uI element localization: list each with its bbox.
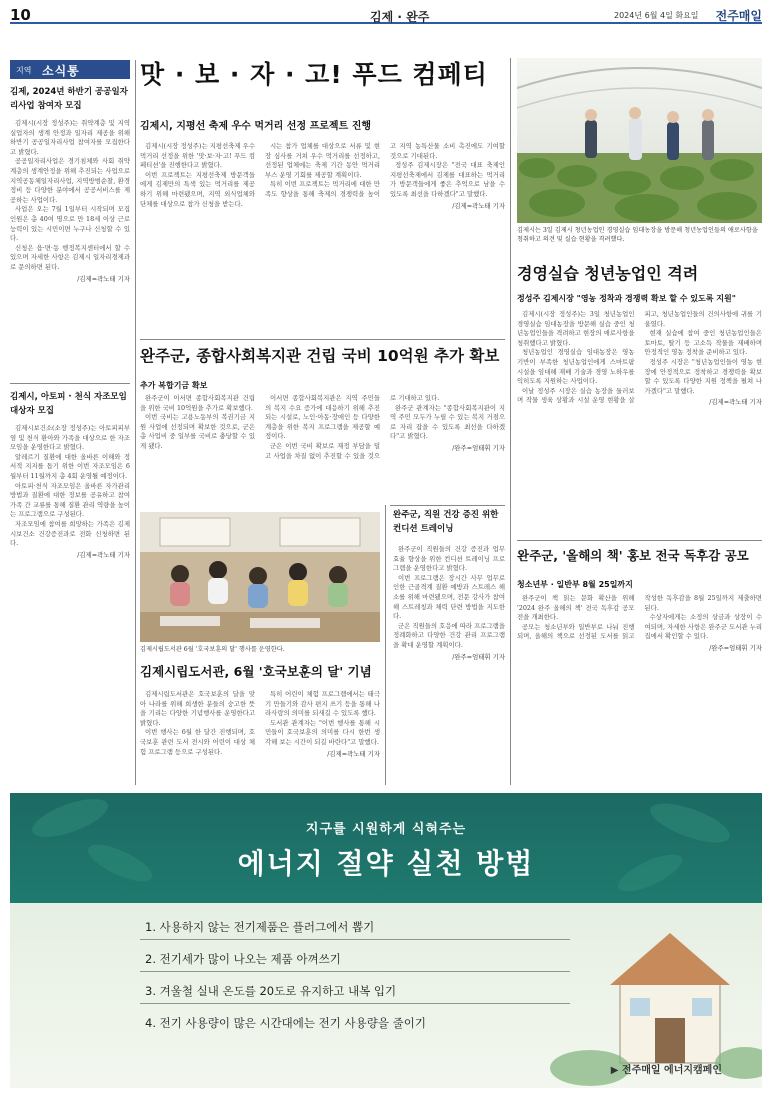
article4-title	[140, 661, 380, 685]
paragraph: 김제시립도서관은 호국보훈의 달을 맞아 나라를 위해 희생한 분들의 숭고한 뜻을 기리는 다양한 기념행사를 운영한다고 밝혔다.	[140, 690, 255, 727]
column-divider	[135, 60, 136, 785]
paragraph: 김제시(시장 정성주)는 3일 청년농업인 경영실습 임대농장을 방문해 실습 중인 청년농업인들을 격려하고 현장의 애로사항을 청취했다고 밝혔다.	[517, 310, 635, 347]
paragraph: 현재 실습에 참여 중인 청년농업인들은 토마토, 딸기 등 고소득 작물을 재배하며 안정적인 영농 정착을 준비하고 있다.	[644, 329, 762, 357]
article6-sublabel: 청소년부 · 일반부 8월 25일까지	[517, 580, 633, 589]
byline: /김제=곽노태 기자	[77, 550, 130, 559]
article6-body	[517, 594, 762, 782]
sidebar-item1-body	[10, 119, 130, 273]
byline: /완주=엄태휘 기자	[452, 652, 505, 661]
banner-item: 1. 사용하지 않는 전기제품은 플러그에서 뽑기	[145, 920, 375, 934]
greenhouse-photo	[517, 58, 762, 223]
section-title: 김제 · 완주	[370, 10, 430, 24]
sidebar-tag-region: 지역	[16, 66, 32, 75]
paragraph: 이날 정성주 시장은 실습 농장을 둘러보며 작물 생육 상황과 시설 운영 현황을 살피고, 청년농업인들의 건의사항에 귀를 기울였다.	[517, 310, 762, 405]
article6-title-text: 완주군, '올해의 책' 홍보 전국 독후감 공모	[517, 548, 749, 563]
article4-body	[140, 690, 380, 775]
sidebar-tag-title: 소식통	[42, 64, 80, 78]
paragraph: 수상자에게는 소정의 상금과 상장이 수여되며, 자세한 사항은 완주군 도서관 누리집에서 확인할 수 있다.	[644, 613, 762, 641]
article1-subtitle-text: 김제시, 지평선 축제 우수 먹거리 선정 프로젝트 진행	[140, 121, 372, 132]
paragraph: 김제시(시장 정성주)는 취약계층 및 지역 실업자의 생계 안정과 일자리 제공을 위해 하반기 공공일자리사업 참여자를 모집한다고 밝혔다.	[10, 119, 130, 156]
sidebar-item2-body	[10, 424, 130, 549]
paragraph: 시는 참가 업체를 대상으로 서류 및 현장 심사를 거쳐 우수 먹거리를 선정하고, 선정된 업체에는 축제 기간 동안 먹거리 부스 운영 기회를 제공할 계획이다.	[265, 142, 380, 179]
byline: /김제=곽노태 기자	[77, 274, 130, 283]
paragraph: 이서면 종합사회복지관은 지역 주민들의 복지 수요 증가에 대응하기 위해 추진되는 시설로, 노인·아동·장애인 등 다양한 계층을 위한 복지 프로그램을 제공할 예정이다.	[265, 394, 380, 441]
paragraph: 정성주 김제시장은 "전국 대표 축제인 지평선축제에서 김제를 대표하는 먹거리가 방문객들에게 좋은 추억으로 남을 수 있도록 최선을 다하겠다"고 말했다.	[390, 161, 505, 198]
article2-subtitle: 정성주 김제시장 "영농 정착과 경쟁력 확보 할 수 있도록 지원"	[517, 294, 736, 303]
article3-title-text: 완주군, 종합사회복지관 건립 국비 10억원 추가 확보	[140, 347, 500, 365]
banner-item: 4. 전기 사용량이 많은 시간대에는 전기 사용량을 줄이기	[145, 1016, 426, 1030]
paragraph: 특히 이번 프로젝트는 먹거리에 대한 만족도 향상을 통해 축제의 경쟁력을 높이고 지역 농특산물 소비 촉진에도 기여할 것으로 기대된다.	[265, 142, 505, 198]
paragraph: 신청은 읍·면·동 행정복지센터에서 할 수 있으며 자세한 사항은 김제시 일자리경제과로 문의하면 된다.	[10, 243, 130, 271]
article3-sublabel: 추가 복합기금 확보	[140, 381, 208, 390]
divider	[517, 540, 762, 541]
byline: /완주=엄태휘 기자	[452, 443, 505, 452]
byline: /김제=곽노태 기자	[327, 749, 380, 758]
paragraph: 이번 행사는 6월 한 달간 진행되며, 호국보훈 관련 도서 전시와 어린이 대상 체험 프로그램 등으로 구성된다.	[140, 728, 255, 756]
article5-title	[393, 508, 505, 542]
paragraph: 알레르기 질환에 대한 올바른 이해와 정서적 지지를 돕기 위한 이번 자조모임은 6월부터 11월까지 총 4회 운영될 예정이다.	[10, 452, 130, 480]
paragraph: 김제시보건소(소장 정성주)는 아토피피부염 및 천식 환아와 가족을 대상으로 한 자조모임을 운영한다고 밝혔다.	[10, 424, 130, 452]
paragraph: 군은 직원들의 호응에 따라 프로그램을 정례화하고 다양한 건강 관리 프로그램을 확대 운영할 계획이다.	[393, 621, 505, 649]
paragraph: 특히 어린이 체험 프로그램에서는 태극기 만들기와 감사 편지 쓰기 등을 통해 나라사랑의 의미를 되새길 수 있도록 했다.	[265, 690, 380, 718]
paragraph: 완주군이 이서면 종합사회복지관 건립을 위한 국비 10억원을 추가로 확보했다.	[140, 394, 255, 412]
paragraph: 청년농업인 경영실습 임대농장은 영농 기반이 부족한 청년농업인에게 스마트팜 시설을 임대해 재배 기술과 경영 노하우를 익히도록 지원하는 사업이다.	[517, 348, 635, 386]
paper-name: 전주매일	[715, 9, 762, 23]
paragraph: 완주군 관계자는 "종합사회복지관이 지역 주민 모두가 누릴 수 있는 복지 거점으로 자리 잡을 수 있도록 최선을 다하겠다"고 밝혔다.	[390, 403, 505, 441]
banner-title: 에너지 절약 실천 방법	[237, 847, 535, 880]
paragraph: 공모는 청소년부와 일반부로 나눠 진행되며, 올해의 책으로 선정된 도서를 읽고 작성한 독후감을 8월 25일까지 제출하면 된다.	[517, 594, 762, 641]
page-number: 10	[10, 6, 31, 24]
banner-subtitle: 지구를 시원하게 식혀주는	[305, 822, 467, 837]
greenhouse-photo-caption: 김제시는 3일 김제시 청년농업인 경영실습 임대농장을 방문해 청년농업인들의 애로사항을 청취하고 의견 및 실습 현황을 격려했다.	[517, 227, 758, 243]
banner-footer	[611, 1061, 722, 1076]
library-event-photo-caption: 김제시립도서관 6월 '호국보훈의 달' 행사를 운영한다.	[140, 646, 285, 653]
article5-body	[393, 545, 505, 777]
energy-campaign-banner	[10, 793, 762, 1088]
byline: /완주=엄태휘 기자	[709, 643, 762, 652]
page-header	[10, 6, 762, 24]
paragraph: 공공일자리사업은 경기침체와 사회 취약계층의 생계안정을 위해 추진되는 사업으로 지역공동체일자리사업, 지역방범순찰, 환경정비 등 다양한 분야에서 공공서비스를 제공하는 사업이다.	[10, 157, 130, 204]
paragraph: 군은 이번 국비 확보로 재정 부담을 덜고 사업을 차질 없이 추진할 수 있을 것으로 기대하고 있다.	[265, 394, 440, 460]
article3-title	[140, 343, 505, 371]
sidebar-item1-headline: 김제, 2024년 하반기 공공일자리사업 참여자 모집	[10, 87, 128, 111]
article2-body	[517, 310, 762, 535]
byline: /김제=곽노태 기자	[709, 398, 762, 407]
article2-title	[517, 262, 762, 288]
banner-item: 2. 전기세가 많이 나오는 제품 아껴쓰기	[145, 952, 341, 966]
divider	[390, 505, 505, 506]
article1-title-text: 맛 · 보 · 자 · 고! 푸드 컴페티	[140, 60, 488, 89]
article6-title	[517, 546, 762, 568]
column-divider	[510, 58, 511, 785]
paragraph: 자조모임에 참여를 희망하는 가족은 김제시보건소 건강증진과로 전화 신청하면 된다.	[10, 519, 130, 548]
article4-title-text: 김제시립도서관, 6월 '호국보훈의 달' 기념	[140, 664, 372, 679]
library-event-photo	[140, 512, 380, 642]
sidebar-item1	[10, 85, 130, 385]
article1-body	[140, 142, 505, 337]
article5-title-text: 완주군, 직원 건강 증진 위한 컨디션 트레이닝	[393, 510, 499, 534]
paragraph: 완주군이 책 읽는 문화 확산을 위해 '2024 완주 올해의 책' 전국 독후감 공모전을 개최한다.	[517, 594, 635, 622]
column-divider	[385, 505, 386, 785]
issue-date: 2024년 6월 4일 화요일	[614, 11, 699, 20]
paragraph: 아토피·천식 자조모임은 올바른 자가관리 방법과 질환에 대한 정보를 공유하고 참여 가족 간 교류를 통해 질환 관리 역량을 높이는 프로그램으로 구성된다.	[10, 481, 130, 519]
paragraph: 이번 국비는 고용노동부의 복권기금 지원 사업에 선정되며 확보한 것으로, 군은 총 사업비 중 일부를 국비로 충당할 수 있게 됐다.	[140, 413, 255, 450]
paragraph: 완주군이 직원들의 건강 증진과 업무 효율 향상을 위한 컨디션 트레이닝 프로그램을 운영한다고 밝혔다.	[393, 545, 505, 573]
byline: /김제=곽노태 기자	[452, 201, 505, 210]
divider	[10, 383, 130, 384]
article2-title-text: 경영실습 청년농업인 격려	[517, 264, 699, 283]
library-event-photo-image	[140, 512, 380, 642]
article1-title	[140, 58, 505, 94]
paragraph: 도서관 관계자는 "이번 행사를 통해 시민들이 호국보훈의 의미를 다시 한번 생각해 보는 시간이 되길 바란다"고 말했다.	[265, 718, 380, 746]
paragraph: 김제시(시장 정성주)는 지평선축제 우수 먹거리 선정을 위한 '맛·보·자·고! 푸드 컴페티션'을 진행한다고 밝혔다.	[140, 142, 255, 170]
article1-subtitle	[140, 117, 505, 133]
paragraph: 이번 프로젝트는 지평선축제 방문객들에게 김제만의 특색 있는 먹거리를 제공하기 위해 마련됐으며, 지역 외식업체와 단체를 대상으로 참가 신청을 받는다.	[140, 170, 255, 208]
sidebar-item2	[10, 390, 130, 785]
greenhouse-photo-image	[517, 58, 762, 223]
paragraph: 사업은 오는 7월 1일부터 시작되며 모집인원은 총 40여 명으로 만 18세 이상 근로능력이 있는 시민이면 누구나 신청할 수 있다.	[10, 205, 130, 243]
article3-body	[140, 394, 505, 504]
bulb-icon: ▶	[610, 1065, 622, 1076]
paragraph: 이번 프로그램은 장시간 사무 업무로 인한 근골격계 질환 예방과 스트레스 해소를 위해 마련됐으며, 전문 강사가 참여해 스트레칭과 체력 단련 방법을 지도한다.	[393, 573, 505, 621]
sidebar-tag	[10, 60, 130, 79]
paragraph: 정성주 시장은 "청년농업인들이 영농 현장에 안정적으로 정착하고 경쟁력을 확보할 수 있도록 다양한 지원 정책을 펼쳐 나가겠다"고 말했다.	[644, 357, 762, 395]
banner-item: 3. 겨울철 실내 온도를 20도로 유지하고 내복 입기	[145, 984, 397, 998]
divider	[140, 339, 505, 340]
sidebar-item2-headline: 김제시, 아토피 · 천식 자조모임 대상자 모집	[10, 392, 127, 416]
banner-footer-text: 전주매일 에너지캠페인	[621, 1065, 722, 1076]
